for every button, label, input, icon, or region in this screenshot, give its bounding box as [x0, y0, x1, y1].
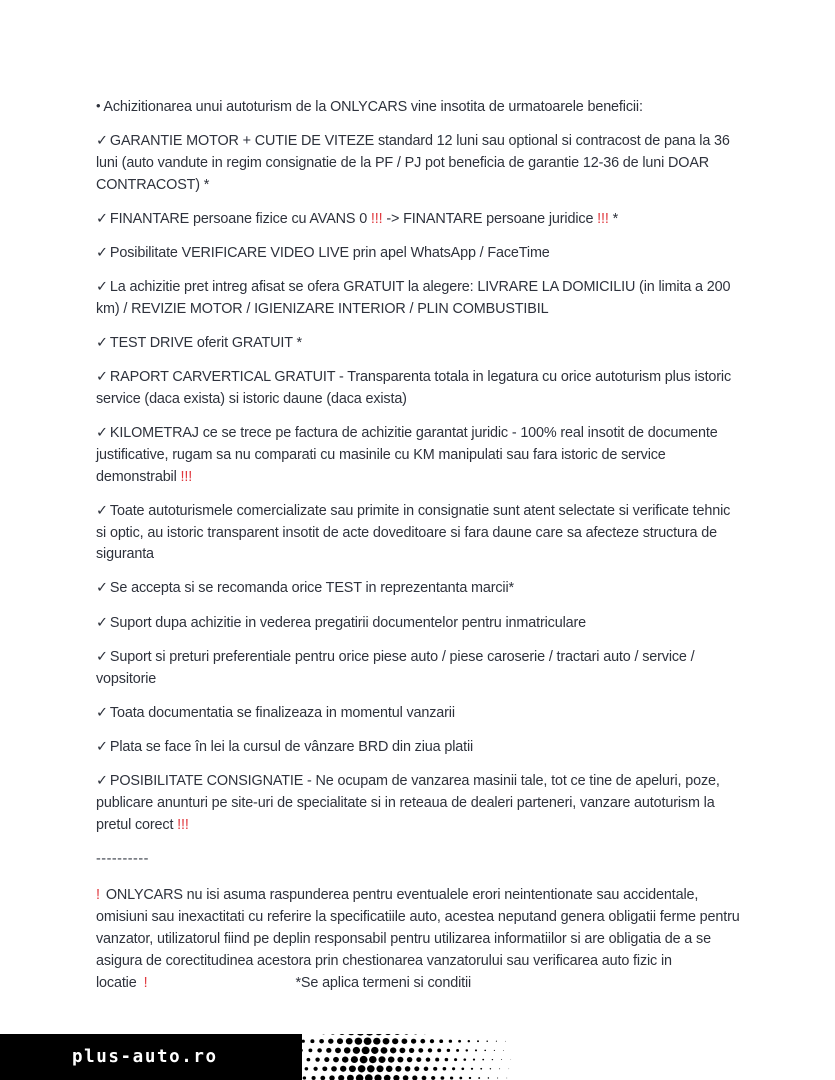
benefit-item-garantie: [96, 131, 737, 196]
terms-note: *Se aplica termeni si conditii: [295, 975, 472, 992]
benefit-text: TEST DRIVE oferit GRATUIT *: [109, 335, 302, 352]
emphasis-exclamation: !!!: [177, 816, 189, 833]
benefit-text: *: [608, 210, 619, 227]
benefit-text: Toate autoturismele comercializate sau primite in consignatie sunt atent selectate si verificate tehnic si optic, au istoric transparent insotit de acte doveditoare si fara daune care sa afecteze structura de siguranta: [96, 502, 731, 563]
benefit-item-preturi-preferentiale: [96, 647, 737, 690]
benefit-text: Plata se face în lei la cursul de vânzare BRD din ziua platii: [109, 738, 474, 755]
check-icon: ✓: [96, 738, 108, 755]
benefit-item-gratuit-la-alegere: [96, 277, 737, 320]
emphasis-exclamation: !!!: [180, 468, 193, 485]
benefit-text: POSIBILITATE CONSIGNATIE - Ne ocupam de vanzarea masinii tale, tot ce tine de apeluri, poze, publicare anunturi pe site-uri de specialitate si in reteaua de dealeri parteneri, vanzare autoturism la pretul corect: [96, 773, 720, 833]
benefit-item-selectie-verificare: [96, 501, 737, 566]
warning-exclamation-icon: !: [96, 887, 100, 904]
benefit-text: Posibilitate VERIFICARE VIDEO LIVE prin apel WhatsApp / FaceTime: [109, 245, 550, 262]
emphasis-exclamation: !!!: [597, 210, 609, 227]
bullet-icon: •: [96, 98, 101, 113]
benefit-item-verificare-video: [96, 243, 737, 265]
check-icon: ✓: [96, 335, 108, 352]
emphasis-exclamation: !!!: [370, 210, 383, 227]
check-icon: ✓: [96, 614, 108, 631]
disclaimer-tail-word: locatie: [96, 975, 137, 992]
benefit-text: RAPORT CARVERTICAL GRATUIT - Transparenta totala in legatura cu orice autoturism plus istoric service (daca exista) si istoric daune (daca exista): [96, 369, 732, 408]
check-icon: ✓: [96, 704, 108, 721]
warning-exclamation-icon-end: !: [143, 975, 148, 992]
benefit-item-test-reprezentanta: [96, 578, 737, 600]
check-icon: ✓: [96, 502, 108, 519]
benefit-text: Se accepta si se recomanda orice TEST in reprezentanta marcii*: [109, 580, 514, 597]
benefit-text: -> FINANTARE persoane juridice: [382, 210, 598, 227]
benefit-item-documentatie: [96, 703, 737, 725]
disclaimer-last-line: [96, 972, 741, 994]
benefit-text: La achizitie pret intreg afisat se ofera GRATUIT la alegere: LIVRARE LA DOMICILIU (in limita a 200 km) / REVIZIE MOTOR / IGIENIZARE INTERIOR / PLIN COMBUSTIBIL: [96, 279, 731, 317]
check-icon: ✓: [96, 773, 108, 790]
benefit-item-plata: [96, 737, 737, 759]
benefit-item-consignatie: [96, 771, 737, 836]
benefit-item-raport-carvertical: [96, 367, 737, 410]
check-icon: ✓: [96, 279, 108, 296]
benefit-item-suport-inmatriculare: [96, 613, 737, 635]
check-icon: ✓: [96, 580, 108, 597]
benefit-text: GARANTIE MOTOR + CUTIE DE VITEZE standard 12 luni sau optional si contracost de pana la 36 luni (auto vandute in regim consignatie de la PF / PJ pot beneficia de garantie 12-36 de luni DOAR CONTRACOST) *: [96, 133, 730, 193]
check-icon: ✓: [96, 648, 108, 665]
intro-paragraph: [96, 96, 737, 119]
benefit-item-test-drive: [96, 333, 737, 355]
check-icon: ✓: [96, 210, 108, 227]
halftone-gradient-decoration: [296, 1034, 526, 1080]
benefit-text: Suport si preturi preferentiale pentru orice piese auto / piese caroserie / tractari auto / service / vopsitorie: [96, 648, 695, 687]
disclaimer-text: ONLYCARS nu isi asuma raspunderea pentru eventualele erori neintentionate sau accidentale, omisiuni sau inexactitati cu referire la specificatiile auto, acestea neputand genera obligatii ferme pentru vanzator, utilizatorul fiind pe deplin responsabil pentru utilizarea informatiilor si are obligatia de a se asigura de corectitudinea acestora prin chestionarea vanzatorului sau verificarea auto fizic in: [96, 887, 740, 970]
benefit-text: FINANTARE persoane fizice cu AVANS 0: [109, 210, 371, 227]
check-icon: ✓: [96, 425, 108, 442]
benefit-item-kilometraj: [96, 423, 737, 488]
benefits-list: [96, 131, 747, 836]
check-icon: ✓: [96, 245, 108, 262]
intro-text: Achizitionarea unui autoturism de la ONLYCARS vine insotita de urmatoarele beneficii:: [103, 99, 643, 115]
disclaimer-paragraph: [96, 884, 741, 994]
section-separator: ----------: [96, 850, 149, 867]
check-icon: ✓: [96, 133, 108, 150]
site-footer: [0, 1034, 835, 1080]
benefit-text: Toata documentatia se finalizeaza in momentul vanzarii: [109, 704, 455, 721]
benefit-text: KILOMETRAJ ce se trece pe factura de achizitie garantat juridic - 100% real insotit de documente justificative, rugam sa nu comparati cu masinile cu KM manipulati sau fara istoric de service demonstrabil: [96, 425, 718, 485]
benefit-text: Suport dupa achizitie in vederea pregatirii documentelor pentru inmatriculare: [109, 614, 586, 631]
benefit-item-finantare: [96, 209, 737, 231]
check-icon: ✓: [96, 369, 108, 386]
site-wordmark: plus-auto.ro: [72, 1047, 218, 1067]
